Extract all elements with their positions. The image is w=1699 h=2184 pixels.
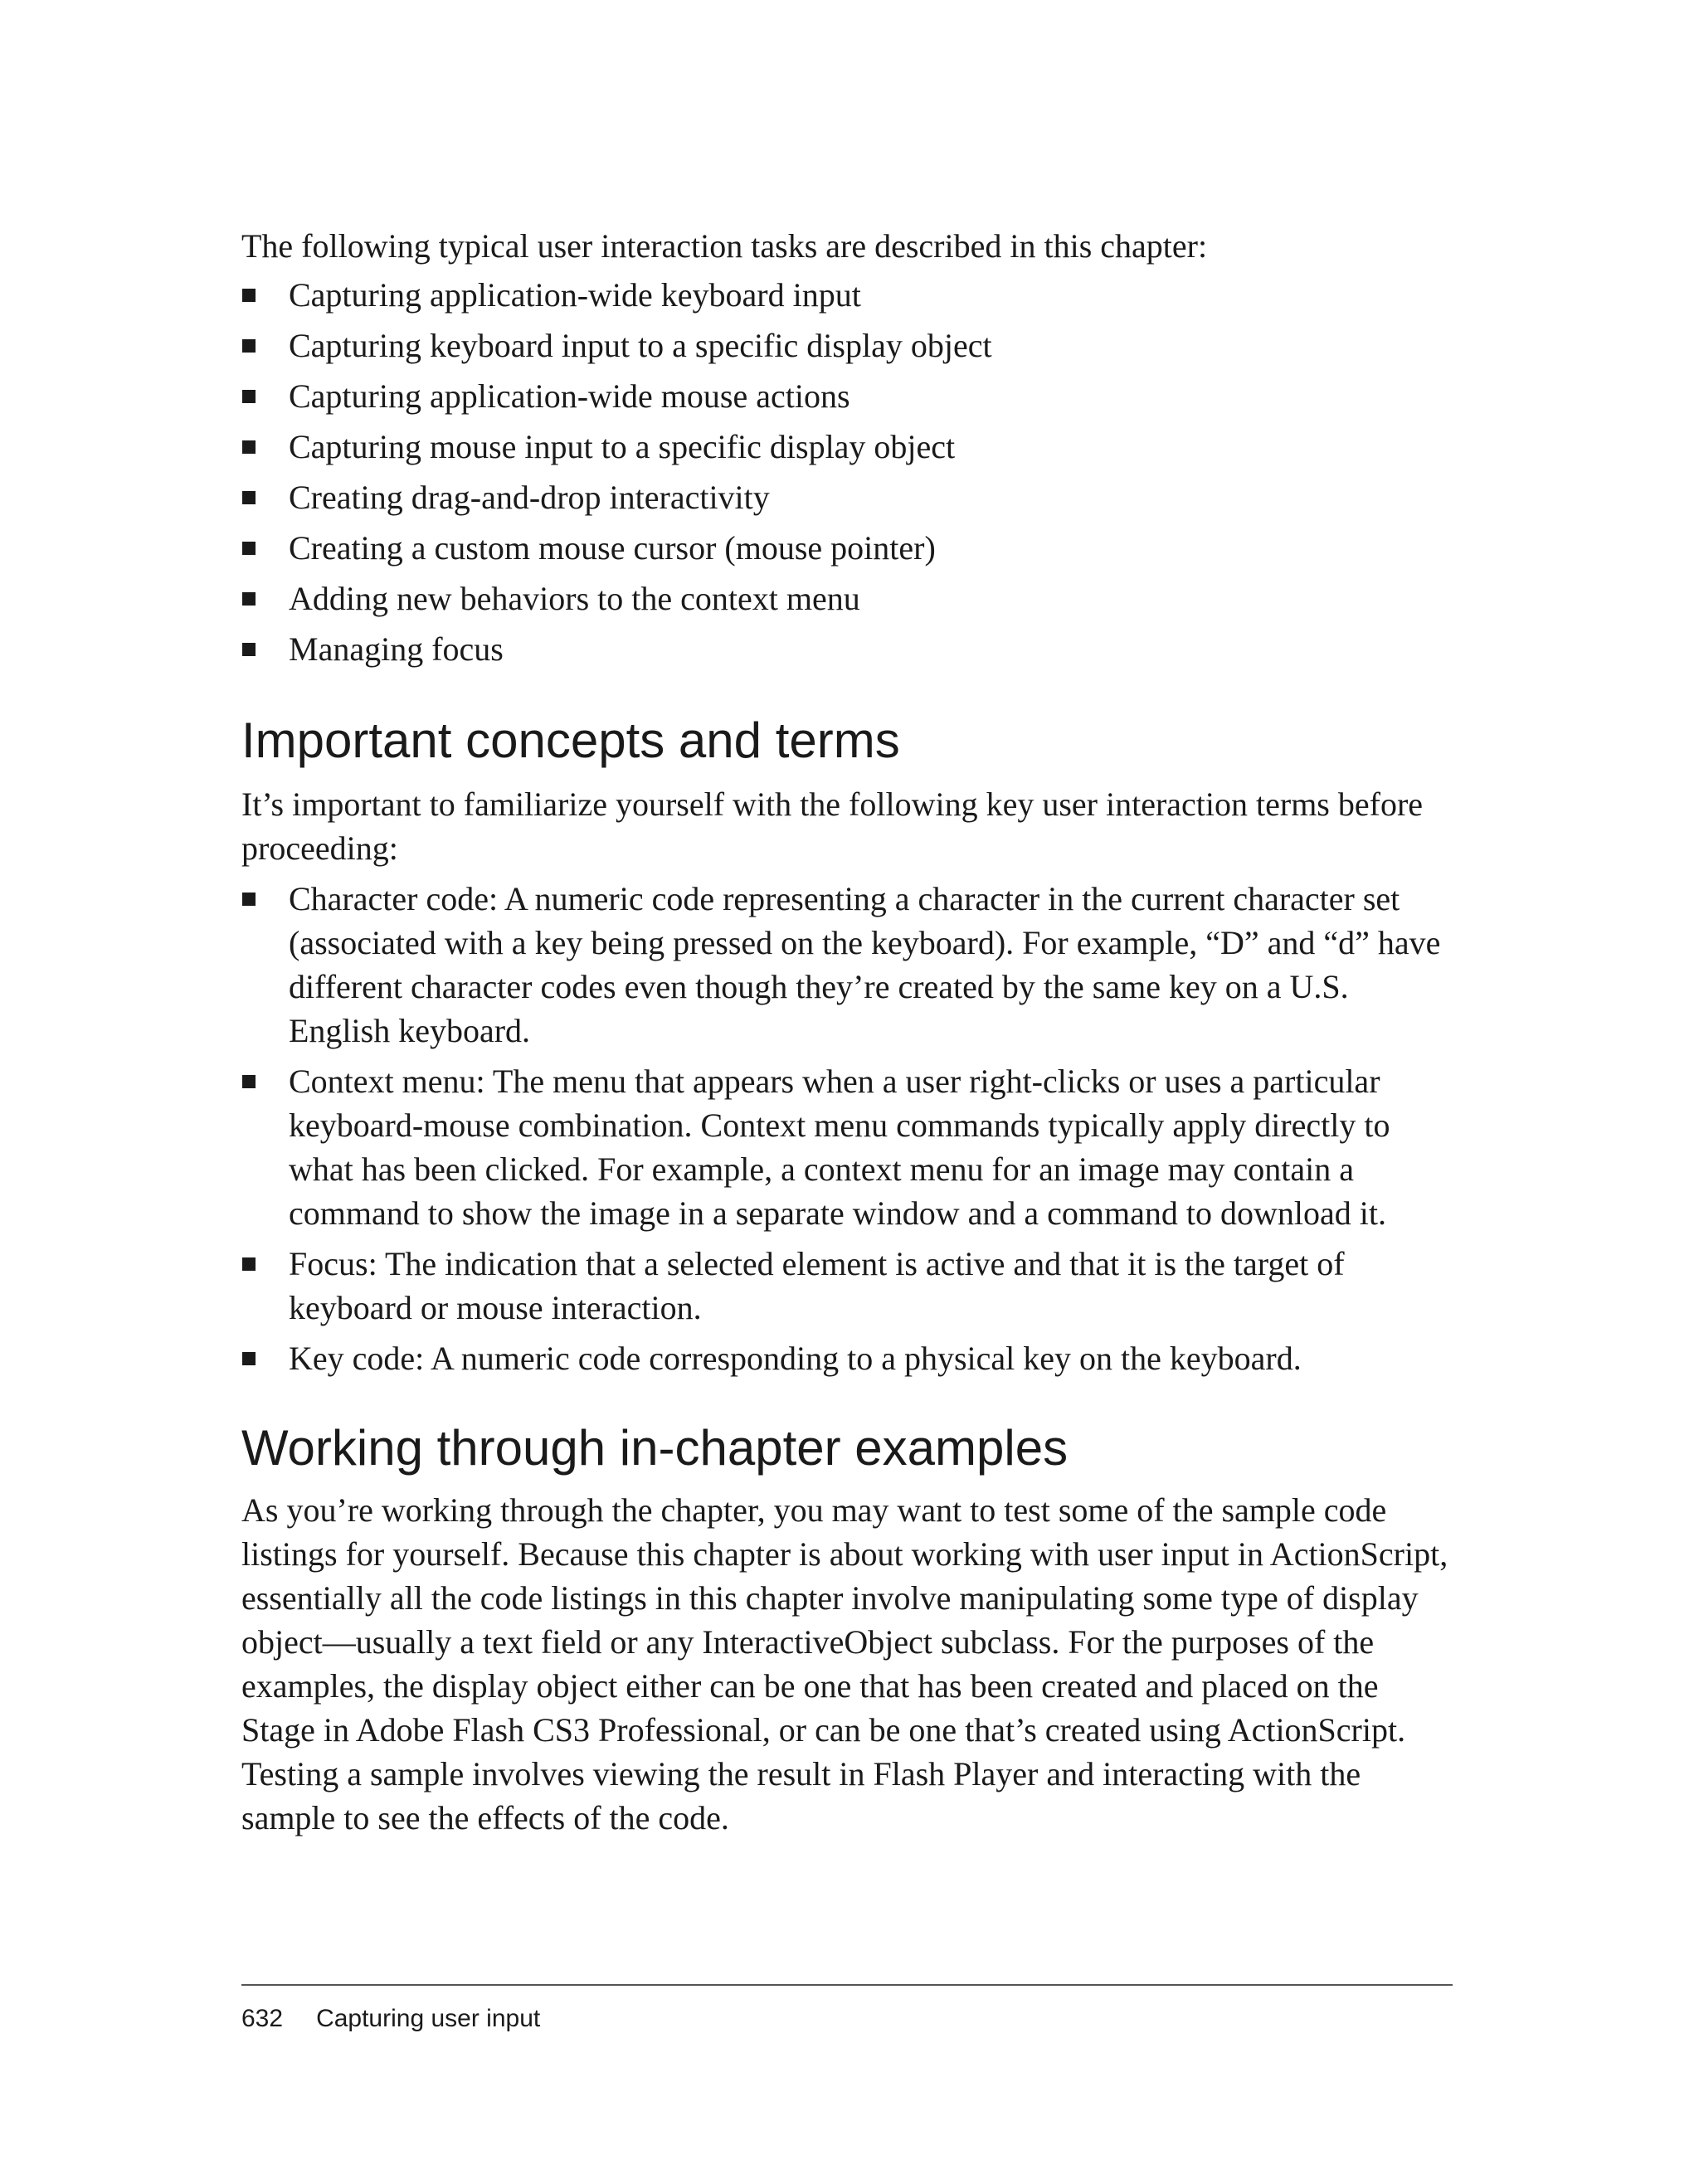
list-item-text: Character code: A numeric code representing a character in the current character set (associated with a key being pressed on the keyboard). For example, “D” and “d” have different character codes even though they’re created by the same key on a U.S. English keyboard. (289, 880, 1441, 1049)
list-item-text: Focus: The indication that a selected element is active and that it is the target of keyboard or mouse interaction. (289, 1245, 1345, 1326)
intro-paragraph: The following typical user interaction tasks are described in this chapter: (241, 227, 1208, 265)
list-item (241, 627, 1453, 671)
list-item-text: Capturing mouse input to a specific display object (289, 428, 956, 465)
list-item-text: Capturing application-wide keyboard input (289, 276, 861, 314)
page-number: 632 (241, 2005, 284, 2032)
bullet-square-icon (242, 491, 256, 504)
bullet-square-icon (242, 1352, 256, 1365)
bullet-square-icon (242, 1075, 256, 1088)
task-list (241, 273, 1453, 671)
list-item (241, 1059, 1453, 1235)
list-item-text: Capturing application-wide mouse actions (289, 377, 850, 415)
terms-list (241, 877, 1453, 1380)
page-content (241, 224, 1453, 1840)
list-item-text: Creating a custom mouse cursor (mouse pointer) (289, 529, 936, 567)
list-item-text: Adding new behaviors to the context menu (289, 580, 860, 617)
list-item (241, 273, 1453, 317)
examples-paragraph: As you’re working through the chapter, you may want to test some of the sample code listings for yourself. Because this chapter is about working with user input in ActionScript, essentially all the code listings in this chapter involve manipulating some type of display object—usually a text field or any InteractiveObject subclass. For the purposes of the examples, the display object either can be one that has been created and placed on the Stage in Adobe Flash CS3 Professional, or can be one that’s created using ActionScript. Testing a sample involves viewing the result in Flash Player and interacting with the sample to see the effects of the code. (241, 1491, 1448, 1836)
list-item (241, 526, 1453, 570)
list-item (241, 374, 1453, 418)
list-item-text: Key code: A numeric code corresponding to a physical key on the keyboard. (289, 1340, 1302, 1377)
bullet-square-icon (242, 339, 256, 353)
bullet-square-icon (242, 592, 256, 606)
list-item (241, 576, 1453, 620)
list-item (241, 1242, 1453, 1330)
bullet-square-icon (242, 440, 256, 454)
footer-text (241, 2002, 1453, 2036)
bullet-square-icon (242, 542, 256, 555)
bullet-square-icon (242, 1257, 256, 1271)
list-item (241, 425, 1453, 469)
bullet-square-icon (242, 893, 256, 906)
concepts-intro-paragraph: It’s important to familiarize yourself with the following key user interaction terms before proceeding: (241, 786, 1424, 867)
list-item-text: Capturing keyboard input to a specific display object (289, 327, 992, 364)
list-item (241, 475, 1453, 519)
section-heading-concepts: Important concepts and terms (241, 713, 900, 768)
page-footer (241, 1984, 1453, 2036)
list-item (241, 877, 1453, 1053)
list-item (241, 323, 1453, 367)
list-item-text: Context menu: The menu that appears when a user right-clicks or uses a particular keyboard-mouse combination. Context menu commands typically apply directly to what has been clicked. For example, a context menu for an image may contain a command to show the image in a separate window and a command to download it. (289, 1063, 1390, 1232)
list-item-text: Creating drag-and-drop interactivity (289, 479, 770, 516)
bullet-square-icon (242, 643, 256, 656)
section-heading-examples: Working through in-chapter examples (241, 1420, 1069, 1476)
bullet-square-icon (242, 289, 256, 302)
chapter-title: Capturing user input (316, 2005, 541, 2032)
list-item-text: Managing focus (289, 630, 504, 668)
bullet-square-icon (242, 390, 256, 403)
list-item (241, 1336, 1453, 1380)
